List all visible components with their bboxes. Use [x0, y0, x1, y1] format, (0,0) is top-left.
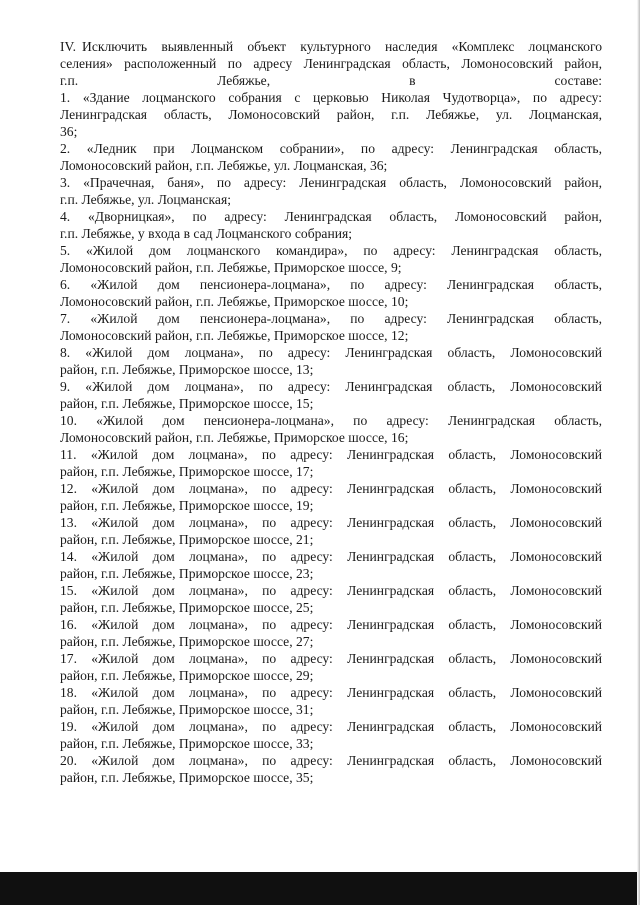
list-item-line: 18. «Жилой дом лоцмана», по адресу: Ленинградская область, Ломоносовский	[60, 685, 602, 700]
list-item-line: 11. «Жилой дом лоцмана», по адресу: Ленинградская область, Ломоносовский	[60, 447, 602, 462]
heading-line: селения» расположенный по адресу Ленинградская область, Ломоносовский район,	[60, 56, 602, 71]
scan-bottom-edge	[0, 872, 640, 905]
list-item	[60, 446, 602, 480]
list-item-line: 6. «Жилой дом пенсионера-лоцмана», по адресу: Ленинградская область,	[60, 277, 602, 292]
list-item	[60, 582, 602, 616]
list-item-line: район, г.п. Лебяжье, Приморское шоссе, 19;	[60, 498, 314, 513]
list-item-line: район, г.п. Лебяжье, Приморское шоссе, 13;	[60, 362, 314, 377]
list-item-line: 1. «Здание лоцманского собрания с церковью Николая Чудотворца», по адресу:	[60, 90, 602, 105]
list-item-line: 4. «Дворницкая», по адресу: Ленинградская область, Ломоносовский район,	[60, 209, 602, 224]
list-item-line: 7. «Жилой дом пенсионера-лоцмана», по адресу: Ленинградская область,	[60, 311, 602, 326]
list-item	[60, 89, 602, 140]
list-item-line: г.п. Лебяжье, у входа в сад Лоцманского собрания;	[60, 226, 353, 241]
document-page	[60, 38, 602, 786]
list-item	[60, 174, 602, 208]
section-number: IV.	[60, 39, 76, 54]
list-item-line: 2. «Ледник при Лоцманском собрании», по адресу: Ленинградская область,	[60, 141, 602, 156]
list-item	[60, 718, 602, 752]
list-item-line: 12. «Жилой дом лоцмана», по адресу: Ленинградская область, Ломоносовский	[60, 481, 602, 496]
list-item-line: Ломоносовский район, г.п. Лебяжье, Приморское шоссе, 10;	[60, 294, 409, 309]
list-item-line: 9. «Жилой дом лоцмана», по адресу: Ленинградская область, Ломоносовский	[60, 379, 602, 394]
list-item	[60, 412, 602, 446]
list-item	[60, 344, 602, 378]
list-item	[60, 514, 602, 548]
list-item-line: 10. «Жилой дом пенсионера-лоцмана», по адресу: Ленинградская область,	[60, 413, 602, 428]
list-item-line: 3. «Прачечная, баня», по адресу: Ленинградская область, Ломоносовский район,	[60, 175, 602, 190]
list-item	[60, 378, 602, 412]
list-item-line: район, г.п. Лебяжье, Приморское шоссе, 15;	[60, 396, 314, 411]
list-item-line: район, г.п. Лебяжье, Приморское шоссе, 27;	[60, 634, 314, 649]
list-item-line: район, г.п. Лебяжье, Приморское шоссе, 35;	[60, 770, 314, 785]
list-item-line: район, г.п. Лебяжье, Приморское шоссе, 33;	[60, 736, 314, 751]
list-item-line: район, г.п. Лебяжье, Приморское шоссе, 31;	[60, 702, 314, 717]
list-item-line: район, г.п. Лебяжье, Приморское шоссе, 21;	[60, 532, 314, 547]
list-item-line: 13. «Жилой дом лоцмана», по адресу: Ленинградская область, Ломоносовский	[60, 515, 602, 530]
list-item	[60, 616, 602, 650]
heading-line: IV. Исключить выявленный объект культурного наследия «Комплекс лоцманского	[60, 39, 602, 54]
section-heading	[60, 38, 602, 89]
list-item-line: г.п. Лебяжье, ул. Лоцманская;	[60, 192, 231, 207]
object-list	[60, 89, 602, 786]
list-item-line: 14. «Жилой дом лоцмана», по адресу: Ленинградская область, Ломоносовский	[60, 549, 602, 564]
list-item-line: Ленинградская область, Ломоносовский район, г.п. Лебяжье, ул. Лоцманская,	[60, 107, 602, 122]
list-item-line: 17. «Жилой дом лоцмана», по адресу: Ленинградская область, Ломоносовский	[60, 651, 602, 666]
list-item	[60, 480, 602, 514]
list-item-line: Ломоносовский район, г.п. Лебяжье, Приморское шоссе, 16;	[60, 430, 409, 445]
list-item	[60, 242, 602, 276]
list-item	[60, 548, 602, 582]
list-item	[60, 684, 602, 718]
list-item-line: район, г.п. Лебяжье, Приморское шоссе, 25;	[60, 600, 314, 615]
list-item-line: район, г.п. Лебяжье, Приморское шоссе, 29;	[60, 668, 314, 683]
list-item-line: Ломоносовский район, г.п. Лебяжье, Приморское шоссе, 12;	[60, 328, 409, 343]
list-item-line: Ломоносовский район, г.п. Лебяжье, ул. Лоцманская, 36;	[60, 158, 388, 173]
list-item	[60, 276, 602, 310]
heading-line: г.п. Лебяжье, в составе:	[60, 73, 602, 88]
list-item-line: 36;	[60, 124, 78, 139]
list-item	[60, 752, 602, 786]
list-item-line: 20. «Жилой дом лоцмана», по адресу: Ленинградская область, Ломоносовский	[60, 753, 602, 768]
list-item	[60, 310, 602, 344]
list-item-line: 5. «Жилой дом лоцманского командира», по адресу: Ленинградская область,	[60, 243, 602, 258]
list-item	[60, 650, 602, 684]
list-item	[60, 140, 602, 174]
list-item-line: Ломоносовский район, г.п. Лебяжье, Приморское шоссе, 9;	[60, 260, 402, 275]
list-item-line: район, г.п. Лебяжье, Приморское шоссе, 23;	[60, 566, 314, 581]
list-item-line: 19. «Жилой дом лоцмана», по адресу: Ленинградская область, Ломоносовский	[60, 719, 602, 734]
list-item-line: 8. «Жилой дом лоцмана», по адресу: Ленинградская область, Ломоносовский	[60, 345, 602, 360]
list-item-line: 16. «Жилой дом лоцмана», по адресу: Ленинградская область, Ломоносовский	[60, 617, 602, 632]
list-item	[60, 208, 602, 242]
list-item-line: 15. «Жилой дом лоцмана», по адресу: Ленинградская область, Ломоносовский	[60, 583, 602, 598]
list-item-line: район, г.п. Лебяжье, Приморское шоссе, 17;	[60, 464, 314, 479]
